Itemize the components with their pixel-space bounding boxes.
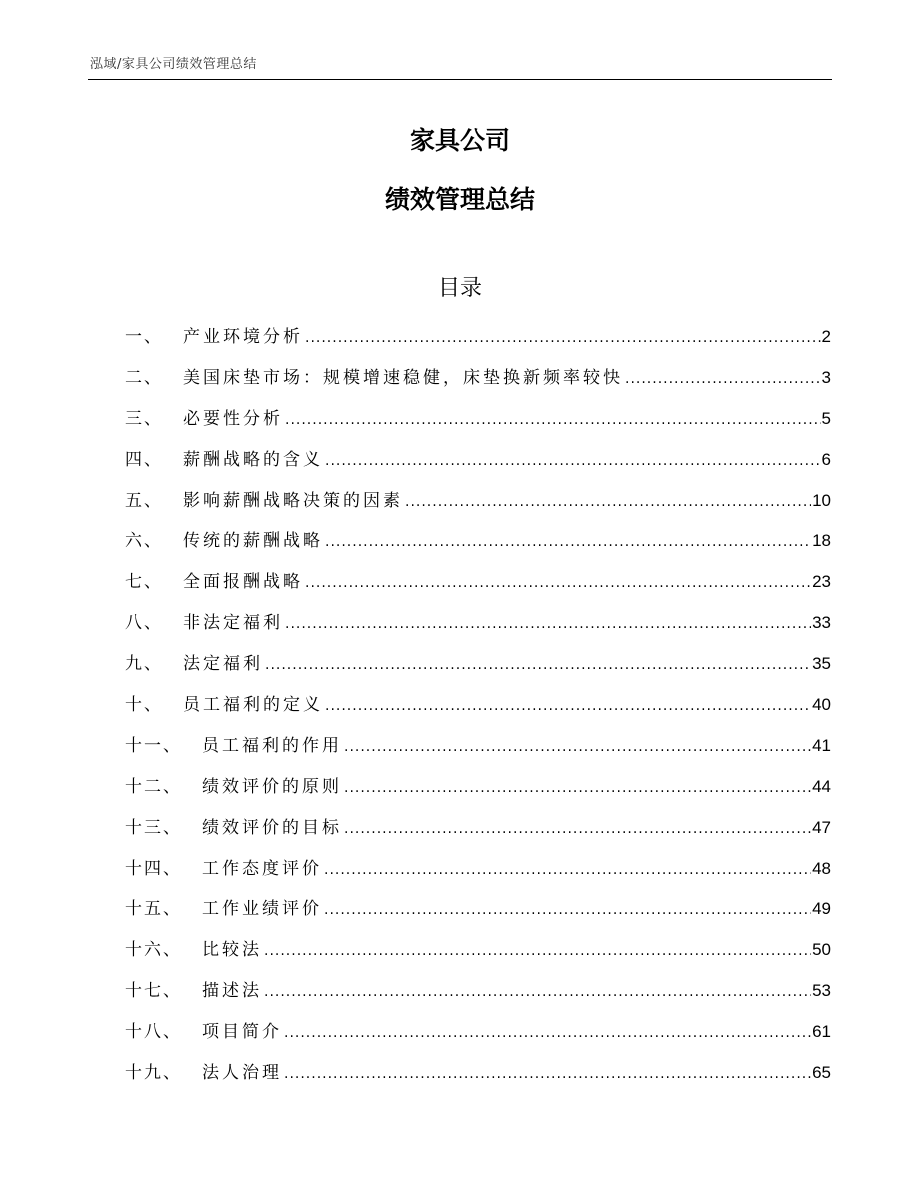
- toc-dot-leader: [325, 692, 811, 720]
- toc-dot-leader: [305, 569, 811, 597]
- toc-dot-leader: [264, 937, 811, 965]
- toc-entry-label: 非法定福利: [183, 613, 283, 634]
- toc-entry-number: 四、: [125, 449, 163, 470]
- toc-entry-page-number: 47: [812, 817, 831, 837]
- toc-entry-label: 产业环境分析: [183, 327, 303, 347]
- toc-entry-page-number: 40: [812, 695, 831, 715]
- toc-entry-label: 全面报酬战略: [183, 572, 303, 593]
- toc-entry[interactable]: [125, 855, 831, 896]
- toc-entry[interactable]: [125, 446, 831, 487]
- toc-entry-number: 二、: [125, 367, 163, 388]
- toc-entry-number: 六、: [125, 531, 163, 552]
- toc-entry[interactable]: [125, 936, 831, 977]
- toc-entry[interactable]: [125, 1018, 831, 1059]
- toc-entry-number: 八、: [125, 613, 163, 634]
- toc-entry-label: 比较法: [202, 940, 262, 961]
- toc-entry-label: 美国床垫市场：规模增速稳健，床垫换新频率较快: [183, 367, 623, 388]
- toc-entry[interactable]: [125, 691, 831, 732]
- toc-entry-number: 五、: [125, 490, 163, 511]
- toc-dot-leader: [344, 733, 811, 761]
- toc-entry-number: 十、: [125, 695, 163, 716]
- toc-dot-leader: [285, 610, 811, 638]
- toc-dot-leader: [284, 1060, 811, 1088]
- toc-entry-label: 员工福利的作用: [202, 735, 342, 756]
- toc-entry-label: 绩效评价的目标: [202, 817, 342, 838]
- toc-entry[interactable]: [125, 650, 831, 691]
- toc-entry[interactable]: [125, 527, 831, 568]
- toc-entry-number: 十六、: [125, 940, 182, 961]
- toc-dot-leader: [284, 1019, 811, 1047]
- toc-entry-number: 十九、: [125, 1063, 182, 1084]
- toc-entry[interactable]: [125, 364, 831, 405]
- toc-entry-page-number: 49: [812, 899, 831, 919]
- toc-entry[interactable]: [125, 814, 831, 855]
- toc-entry[interactable]: [125, 977, 831, 1018]
- toc-entry-label: 薪酬战略的含义: [183, 449, 323, 470]
- toc-entry-page-number: 41: [812, 735, 831, 755]
- toc-entry-page-number: 5: [821, 408, 831, 428]
- toc-heading: 目录: [437, 276, 482, 301]
- toc-entry-label: 法人治理: [202, 1063, 282, 1084]
- toc-entry[interactable]: [125, 773, 831, 814]
- toc-entry-number: 十五、: [125, 899, 182, 920]
- toc-entry-number: 十一、: [125, 735, 182, 756]
- running-header: 泓域/家具公司绩效管理总结: [90, 57, 257, 72]
- toc-dot-leader: [405, 488, 811, 516]
- toc-entry-label: 工作态度评价: [202, 858, 322, 879]
- toc-entry-label: 描述法: [202, 981, 262, 1002]
- toc-entry-label: 工作业绩评价: [202, 899, 322, 920]
- toc-entry-label: 必要性分析: [183, 408, 283, 429]
- toc-dot-leader: [264, 978, 811, 1006]
- toc-entry[interactable]: [125, 609, 831, 650]
- toc-entry-label: 法定福利: [183, 654, 263, 675]
- toc-entry-page-number: 50: [812, 940, 831, 960]
- toc-dot-leader: [625, 365, 821, 393]
- toc-dot-leader: [344, 815, 811, 843]
- toc-entry[interactable]: [125, 405, 831, 446]
- toc-entry-page-number: 35: [812, 654, 831, 674]
- toc-entry-label: 绩效评价的原则: [202, 776, 342, 797]
- toc-entry[interactable]: [125, 895, 831, 936]
- toc-entry-page-number: 53: [812, 981, 831, 1001]
- toc-dot-leader: [324, 856, 811, 884]
- toc-entry-number: 十三、: [125, 817, 182, 838]
- toc-dot-leader: [325, 447, 821, 475]
- toc-entry-number: 十二、: [125, 776, 182, 797]
- toc-entry[interactable]: [125, 568, 831, 609]
- toc-dot-leader: [324, 896, 811, 924]
- toc-entry[interactable]: [125, 1059, 831, 1100]
- toc-entry-number: 一、: [125, 327, 163, 347]
- toc-entry-label: 传统的薪酬战略: [183, 531, 323, 552]
- toc-entry-page-number: 33: [812, 613, 831, 633]
- document-title-line-1: 家具公司: [409, 126, 510, 155]
- toc-entry-label: 员工福利的定义: [183, 695, 323, 716]
- toc-entry-number: 七、: [125, 572, 163, 593]
- toc-entry-page-number: 3: [821, 367, 831, 387]
- table-of-contents: [125, 323, 831, 1100]
- toc-entry-page-number: 18: [812, 531, 831, 551]
- toc-dot-leader: [344, 774, 811, 802]
- toc-entry-number: 十七、: [125, 981, 182, 1002]
- toc-entry-label: 影响薪酬战略决策的因素: [183, 490, 403, 511]
- toc-entry-number: 十四、: [125, 858, 182, 879]
- toc-entry-page-number: 44: [812, 776, 831, 796]
- toc-entry[interactable]: [125, 487, 831, 528]
- toc-dot-leader: [265, 651, 811, 679]
- toc-entry-page-number: 61: [812, 1022, 831, 1042]
- toc-entry-number: 十八、: [125, 1022, 182, 1043]
- toc-dot-leader: [305, 324, 821, 352]
- toc-entry-label: 项目简介: [202, 1022, 282, 1043]
- toc-entry-page-number: 48: [812, 858, 831, 878]
- header-divider: [88, 79, 832, 80]
- toc-entry-number: 九、: [125, 654, 163, 675]
- toc-entry-page-number: 23: [812, 572, 831, 592]
- toc-entry[interactable]: [125, 323, 831, 364]
- toc-entry-page-number: 65: [812, 1063, 831, 1083]
- toc-dot-leader: [285, 406, 821, 434]
- toc-dot-leader: [325, 528, 811, 556]
- toc-entry-page-number: 6: [821, 449, 831, 469]
- toc-entry-number: 三、: [125, 408, 163, 429]
- document-title-line-2: 绩效管理总结: [384, 185, 535, 214]
- toc-entry[interactable]: [125, 732, 831, 773]
- toc-entry-page-number: 10: [812, 490, 831, 510]
- toc-entry-page-number: 2: [821, 327, 831, 346]
